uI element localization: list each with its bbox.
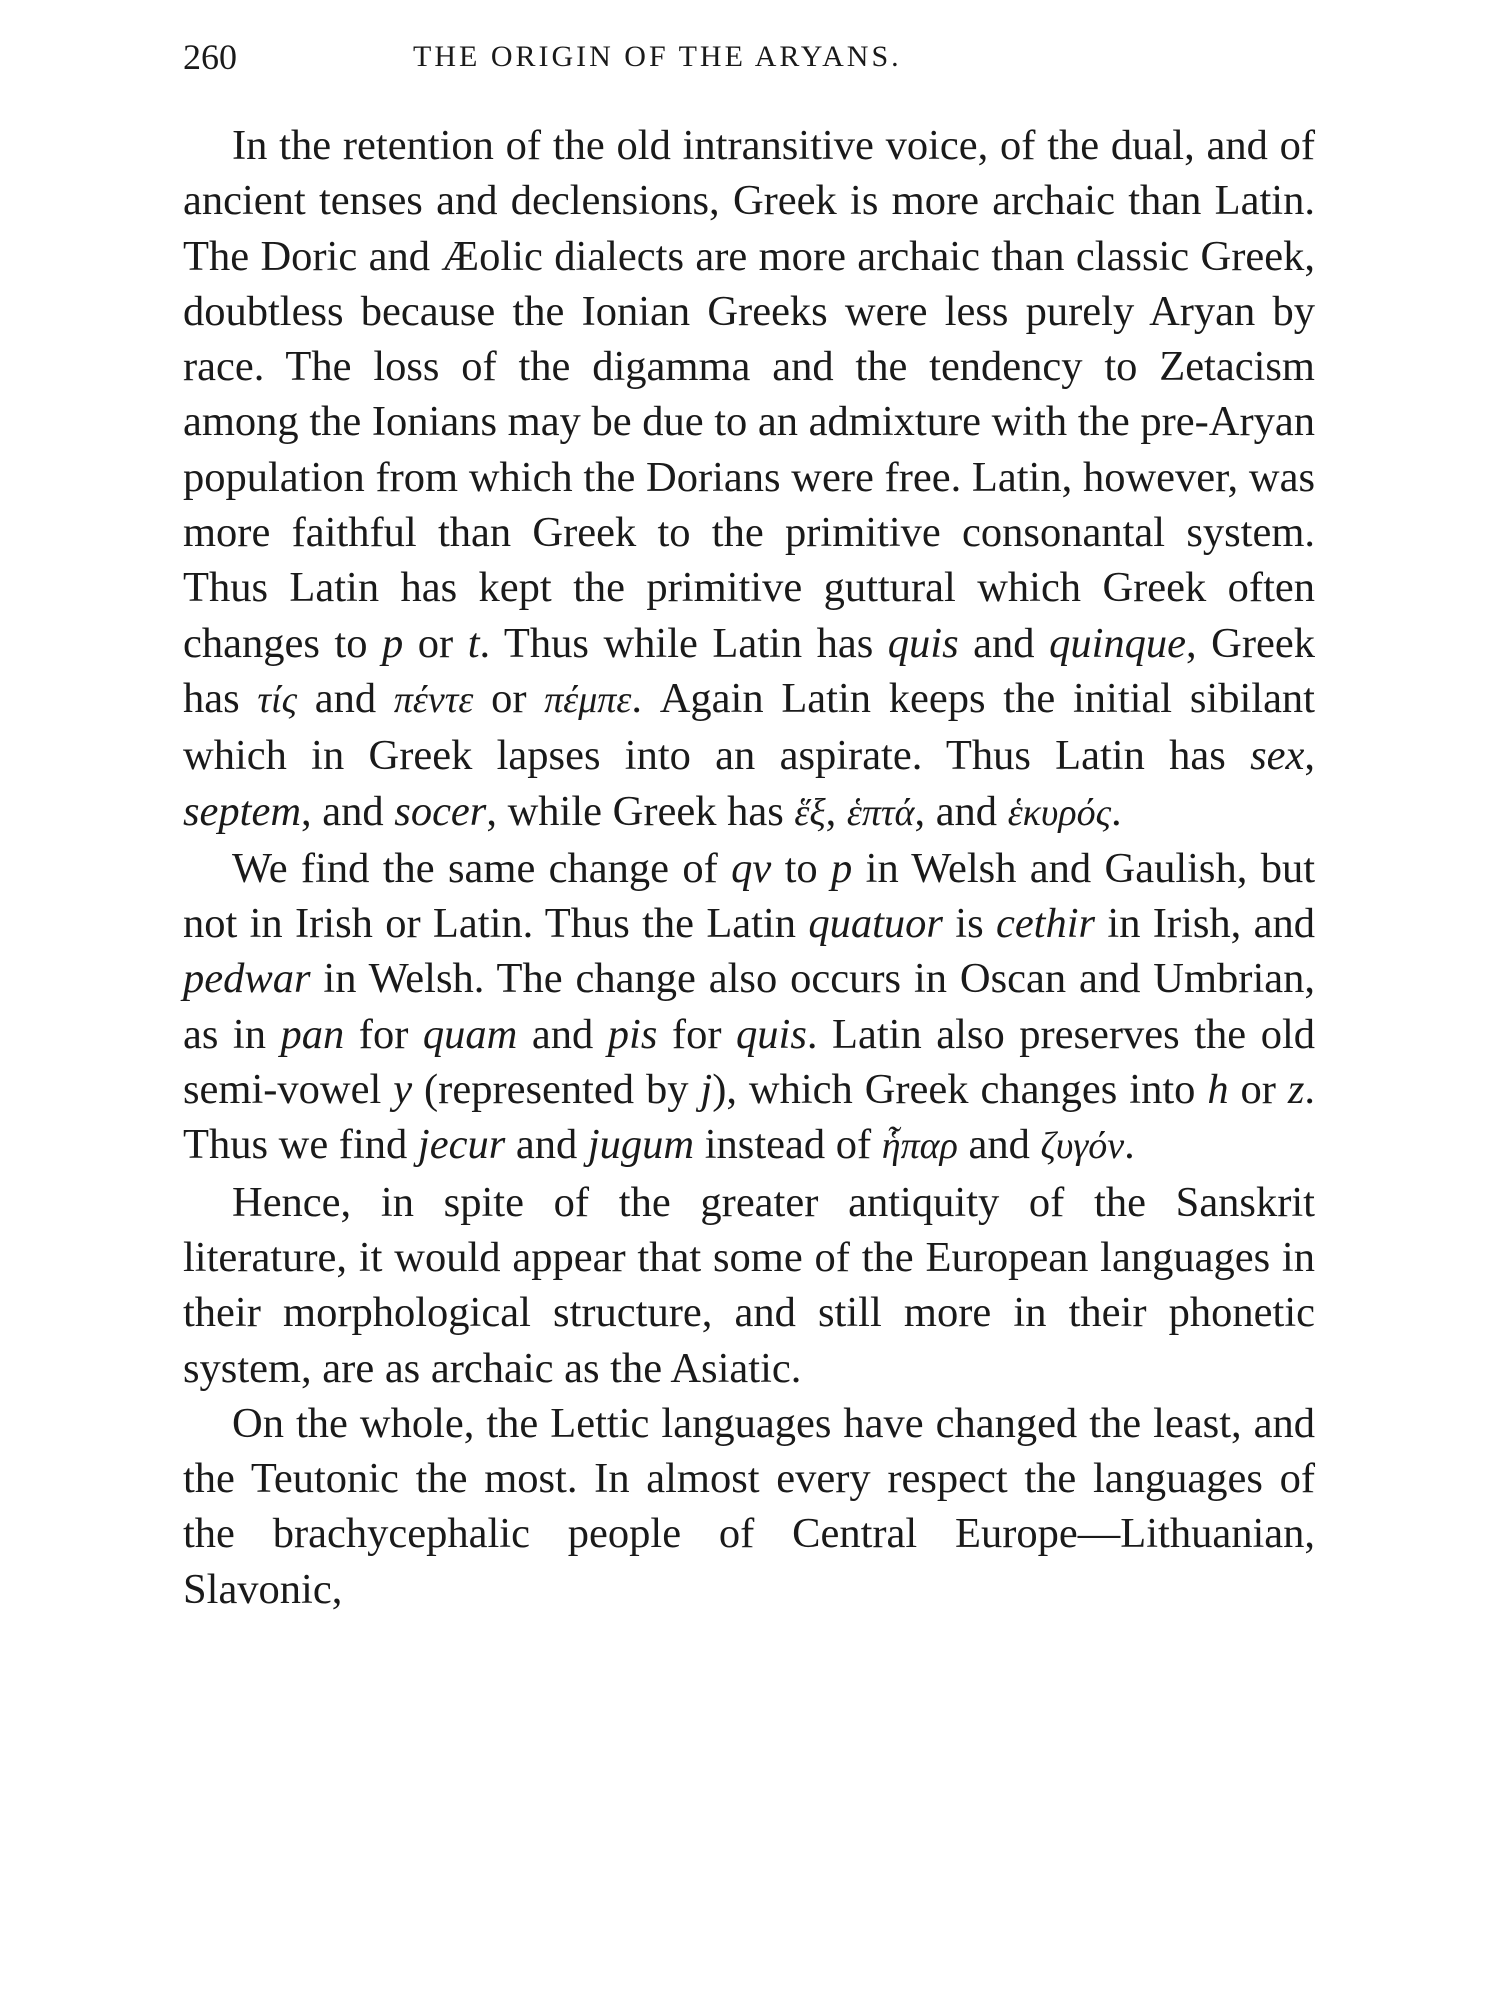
text-run: in Welsh and Gaulish, but not in Irish or Latin. Thus the Latin: [183, 844, 1316, 948]
italic-word: quis: [736, 1010, 807, 1058]
text-run: ,: [1304, 732, 1315, 780]
text-run: in Irish, and: [1095, 900, 1315, 948]
italic-word: jugum: [587, 1121, 695, 1169]
greek-word: ἑκυρός: [1007, 791, 1111, 834]
greek-word: πέντε: [393, 678, 474, 721]
text-run: On the whole, the Lettic languages have changed the least, and the Teutonic the most. In almost every respect the languages of the brachycephalic people of Central Europe—Lithuanian, Slavonic,: [183, 1399, 1315, 1613]
text-run: In the retention of the old intransitive voice, of the dual, and of ancient tenses and declensions, Greek is more archaic than Latin. The Doric and Æolic dialects are more archaic than classic Greek, doubtless because the Ionian Greeks were less purely Aryan by race. The loss of the digamma and the tendency to Zetacism among the Ionians may be due to an admixture with the pre-Aryan population from which the Dorians were free. Latin, however, was more faithful than Greek to the primitive consonantal system. Thus Latin has kept the primitive guttural which Greek often changes to: [183, 122, 1315, 667]
paragraph-2: [183, 841, 1315, 1175]
italic-word: j: [700, 1066, 713, 1114]
text-run: , Greek has: [183, 619, 1315, 722]
italic-word: p: [382, 619, 404, 667]
text-run: or: [1228, 1066, 1288, 1114]
text-run: (represented by: [412, 1066, 701, 1114]
text-run: We find the same change of: [232, 844, 732, 892]
text-run: , and: [301, 787, 395, 835]
text-run: ,: [825, 787, 847, 835]
italic-word: qv: [731, 844, 772, 892]
text-run: and: [958, 619, 1050, 667]
text-run: instead of: [694, 1121, 882, 1169]
body-text: [183, 118, 1315, 1617]
italic-word: h: [1207, 1066, 1229, 1114]
italic-word: quinque: [1049, 619, 1186, 667]
greek-word: ζυγόν: [1040, 1125, 1125, 1168]
paragraph-3: [183, 1175, 1315, 1396]
italic-word: y: [393, 1066, 413, 1114]
italic-word: z: [1287, 1066, 1305, 1114]
italic-word: pan: [280, 1010, 345, 1058]
greek-word: πέμπε: [544, 678, 632, 721]
text-run: for: [344, 1010, 423, 1058]
text-run: .: [1124, 1121, 1135, 1169]
text-run: , and: [914, 787, 1008, 835]
page-number: 260: [183, 37, 237, 77]
text-run: and: [505, 1121, 588, 1169]
italic-word: quam: [422, 1010, 518, 1058]
greek-word: ἕξ: [794, 791, 826, 834]
text-run: and: [517, 1010, 608, 1058]
text-run: to: [771, 844, 832, 892]
italic-word: socer: [394, 787, 487, 835]
text-run: . Again Latin keeps the initial sibilant which in Greek lapses into an aspirate. Thus Latin has: [183, 674, 1315, 780]
italic-word: pedwar: [183, 955, 311, 1003]
italic-word: p: [831, 844, 853, 892]
greek-word: τίς: [257, 678, 297, 721]
text-run: and: [296, 674, 394, 722]
text-run: is: [942, 900, 996, 948]
text-run: and: [957, 1121, 1041, 1169]
italic-word: t: [467, 619, 480, 667]
text-run: Hence, in spite of the greater antiquity of the Sanskrit literature, it would appear that some of the European languages in their morphological structure, and still more in their phonetic system, are as archaic as the Asiatic.: [183, 1178, 1315, 1392]
italic-word: quis: [887, 619, 959, 667]
italic-word: jecur: [417, 1121, 506, 1169]
text-run: in Welsh. The change also occurs in Oscan and Umbrian, as in: [183, 955, 1315, 1058]
greek-word: ἑπτά: [846, 791, 915, 834]
text-run: or: [473, 674, 545, 722]
text-run: .: [1111, 787, 1122, 835]
italic-word: sex: [1250, 732, 1305, 780]
running-title: THE ORIGIN OF THE ARYANS.: [413, 40, 902, 73]
text-run: , while Greek has: [486, 787, 795, 835]
text-run: . Latin also preserves the old semi-vowel: [183, 1010, 1315, 1114]
text-run: for: [657, 1010, 737, 1058]
italic-word: cethir: [995, 900, 1096, 948]
text-run: . Thus while Latin has: [479, 619, 888, 667]
italic-word: septem: [183, 787, 302, 835]
paragraph-4: [183, 1396, 1315, 1617]
italic-word: quatuor: [808, 900, 943, 948]
greek-word: ἧπαρ: [881, 1125, 958, 1168]
text-run: ), which Greek changes into: [712, 1066, 1208, 1114]
italic-word: pis: [607, 1010, 658, 1058]
text-run: or: [403, 619, 468, 667]
running-head: [183, 32, 1063, 82]
paragraph-1: [183, 118, 1315, 841]
text-run: . Thus we find: [183, 1066, 1315, 1169]
